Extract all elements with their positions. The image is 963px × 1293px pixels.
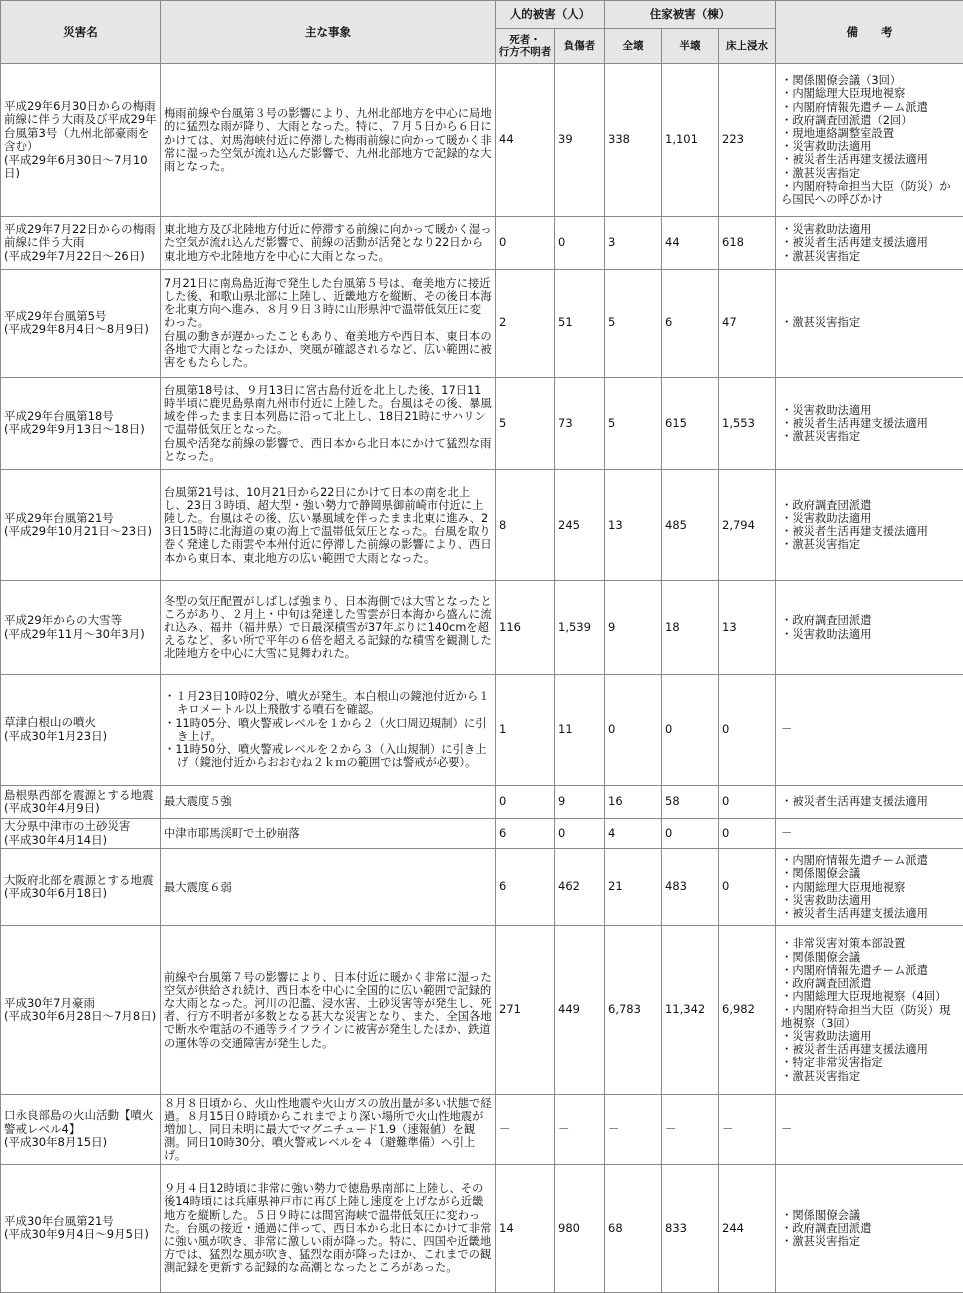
table-row — [1, 217, 963, 269]
remarks-item: ・ 災害救助法適用 — [781, 404, 960, 417]
table-row — [1, 925, 963, 1094]
remarks-item: ・ 災害救助法適用 — [781, 223, 960, 236]
remarks-item: ・ 災害救助法適用 — [781, 512, 960, 525]
remarks-item: ・ 災害救助法適用 — [781, 1030, 960, 1043]
half-destroyed-count: 0 — [662, 674, 719, 785]
event-description: ９月４日12時頃に非常に強い勢力で徳島県南部に上陸し、その後14時頃には兵庫県神戸市に再び上陸し速度を上げながら近畿地方を縦断した。５日９時には間宮海峡で温帯低気圧に変わった。台風の接近・通過に伴って、西日本から北日本にかけて非常に強い風が吹き、非常に激しい雨が降った。特に、四国や近畿地方では、猛烈な風が吹き、猛烈な雨が降ったほか、これまでの観測記録を更新する記録的な高潮となったところがあった。 — [161, 1164, 496, 1292]
remarks-item: ・ 災害救助法適用 — [781, 140, 960, 153]
remarks-cell — [776, 269, 963, 377]
dead-missing-count: 271 — [496, 925, 555, 1094]
remarks-item: ・ 政府調査団派遣 — [781, 614, 960, 627]
dead-missing-count: 0 — [496, 217, 555, 269]
flooded-count: － — [719, 1095, 776, 1165]
dead-missing-count: 14 — [496, 1164, 555, 1292]
header-name: 災害名 — [1, 1, 161, 64]
remarks-cell — [776, 1164, 963, 1292]
remarks-cell — [776, 217, 963, 269]
dead-missing-count: 6 — [496, 849, 555, 926]
injured-count: 449 — [555, 925, 605, 1094]
remarks-item: ・ 関係閣僚会議 — [781, 951, 960, 964]
destroyed-count: 0 — [605, 674, 662, 785]
event-description: 台風第18号は、９月13日に宮古島付近を北上した後、17日11時半頃に鹿児島県南九州市付近に上陸した。台風はその後、暴風域を伴ったまま日本列島に沿って北上し、18日21時にサハリンで温帯低気圧となった。 台風や活発な前線の影響で、西日本から北日本にかけて猛烈な雨となった。 — [161, 377, 496, 470]
remarks-item: ・ 内閣府特命担当大臣（防災）から国民への呼びかけ — [781, 180, 960, 206]
remarks-item: ・ 被災者生活再建支援法適用 — [781, 417, 960, 430]
half-destroyed-count: 615 — [662, 377, 719, 470]
remarks-cell — [776, 785, 963, 818]
remarks-cell — [776, 581, 963, 675]
disaster-name: 平成29年7月22日からの梅雨前線に伴う大雨 (平成29年7月22日～26日) — [1, 217, 161, 269]
destroyed-count: 9 — [605, 581, 662, 675]
dead-missing-count: 0 — [496, 785, 555, 818]
disaster-name: 草津白根山の噴火 (平成30年1月23日) — [1, 674, 161, 785]
remarks-item: ・ 政府調査団派遣 — [781, 1222, 960, 1235]
table-row — [1, 785, 963, 818]
table-row — [1, 819, 963, 849]
table-row — [1, 849, 963, 926]
remarks-item: ・ 激甚災害指定 — [781, 1235, 960, 1248]
header-flooded: 床上浸水 — [719, 29, 776, 64]
remarks-item: ・ 被災者生活再建支援法適用 — [781, 153, 960, 166]
disaster-name: 平成29年台風第21号 (平成29年10月21日～23日) — [1, 470, 161, 581]
dead-missing-count: 2 — [496, 269, 555, 377]
injured-count: 0 — [555, 819, 605, 849]
destroyed-count: 4 — [605, 819, 662, 849]
header-housing-damage: 住家被害（棟） — [605, 1, 776, 29]
event-bullet: ・ １月23日10時02分、噴火が発生。本白根山の鏡池付近から１キロメートル以上飛散する噴石を確認。 — [164, 690, 492, 716]
header-remarks: 備 考 — [776, 1, 963, 64]
remarks-item: ・ 非常災害対策本部設置 — [781, 937, 960, 950]
injured-count: 9 — [555, 785, 605, 818]
remarks-item: ・ 被災者生活再建支援法適用 — [781, 795, 960, 808]
header-dead-missing: 死者・ 行方不明者 — [496, 29, 555, 64]
remarks-item: ・ 内閣府情報先遣チーム派遣 — [781, 854, 960, 867]
injured-count: 245 — [555, 470, 605, 581]
remarks-item: ・ 激甚災害指定 — [781, 250, 960, 263]
remarks-cell — [776, 470, 963, 581]
half-destroyed-count: 11,342 — [662, 925, 719, 1094]
remarks-cell — [776, 377, 963, 470]
event-bullet: ・ 11時05分、噴火警戒レベルを１から２（火口周辺規制）に引き上げ。 — [164, 717, 492, 743]
remarks-item: ・ 政府調査団派遣 — [781, 977, 960, 990]
header-event: 主な事象 — [161, 1, 496, 64]
remarks-item: ・ 内閣総理大臣現地視察（4回） — [781, 990, 960, 1003]
table-row — [1, 1164, 963, 1292]
flooded-count: 13 — [719, 581, 776, 675]
event-description: ８月８日頃から、火山性地震や火山ガスの放出量が多い状態で経過。８月15日０時頃からこれまでより深い場所で火山性地震が増加し、同日未明に最大でマグニチュード1.9（速報値）を観測。同日10時30分、噴火警戒レベルを４（避難準備）へ引上げ。 — [161, 1095, 496, 1165]
dead-missing-count: 44 — [496, 64, 555, 217]
dead-missing-count: 5 — [496, 377, 555, 470]
event-description: 中津市耶馬渓町で土砂崩落 — [161, 819, 496, 849]
half-destroyed-count: 44 — [662, 217, 719, 269]
dead-missing-count: 1 — [496, 674, 555, 785]
event-description: 東北地方及び北陸地方付近に停滞する前線に向かって暖かく湿った空気が流れ込んだ影響で、前線の活動が活発となり22日から東北地方や北陸地方を中心に大雨となった。 — [161, 217, 496, 269]
injured-count: 0 — [555, 217, 605, 269]
remarks-item: ・ 内閣総理大臣現地視察 — [781, 87, 960, 100]
half-destroyed-count: 58 — [662, 785, 719, 818]
flooded-count: 0 — [719, 849, 776, 926]
table-row — [1, 1095, 963, 1165]
half-destroyed-count: 1,101 — [662, 64, 719, 217]
injured-count: 73 — [555, 377, 605, 470]
destroyed-count: 338 — [605, 64, 662, 217]
dead-missing-count: 116 — [496, 581, 555, 675]
remarks-item: ・ 激甚災害指定 — [781, 316, 960, 329]
destroyed-count: 16 — [605, 785, 662, 818]
half-destroyed-count: － — [662, 1095, 719, 1165]
remarks-item: ・ 関係閣僚会議 — [781, 1209, 960, 1222]
disaster-name: 大阪府北部を震源とする地震 (平成30年6月18日) — [1, 849, 161, 926]
disaster-name: 口永良部島の火山活動【噴火警戒レベル4】 (平成30年8月15日) — [1, 1095, 161, 1165]
remarks-item: ・ 激甚災害指定 — [781, 1070, 960, 1083]
remarks-item: ・ 激甚災害指定 — [781, 430, 960, 443]
flooded-count: 0 — [719, 785, 776, 818]
flooded-count: 0 — [719, 819, 776, 849]
remarks-item: ・ 被災者生活再建支援法適用 — [781, 525, 960, 538]
remarks-item: ・ 被災者生活再建支援法適用 — [781, 236, 960, 249]
flooded-count: 244 — [719, 1164, 776, 1292]
flooded-count: 6,982 — [719, 925, 776, 1094]
remarks-item: ・ 現地連絡調整室設置 — [781, 127, 960, 140]
remarks-item: ・ 関係閣僚会議 — [781, 867, 960, 880]
event-description: 7月21日に南鳥島近海で発生した台風第５号は、奄美地方に接近した後、和歌山県北部に上陸し、近畿地方を縦断、その後日本海を北東方向へ進み、８月９日３時に山形県沖で温帯低気圧に変わった。 台風の動きが遅かったこともあり、奄美地方や西日本、東日本の各地で大雨となったほか、突風が確認されるなど、広い範囲に被害をもたらした。 — [161, 269, 496, 377]
remarks-item: ・ 政府調査団派遣（2回） — [781, 114, 960, 127]
flooded-count: 0 — [719, 674, 776, 785]
event-bullet: ・ 11時50分、噴火警戒レベルを２から３（入山規制）に引き上げ（鏡池付近からおおむね２ｋｍの範囲では警戒が必要）。 — [164, 743, 492, 769]
destroyed-count: 3 — [605, 217, 662, 269]
flooded-count: 618 — [719, 217, 776, 269]
disaster-name: 平成29年からの大雪等 (平成29年11月～30年3月) — [1, 581, 161, 675]
event-description: 冬型の気圧配置がしばしば強まり、日本海側では大雪となったところがあり、２月上・中旬は発達した雪雲が日本海から盛んに流れ込み、福井（福井県）で日最深積雪が37年ぶりに140cmを超えるなど、多い所で平年の６倍を超える記録的な積雪を観測した北陸地方を中心に大雪に見舞われた。 — [161, 581, 496, 675]
remarks-item: ・ 内閣府情報先遣チーム派遣 — [781, 101, 960, 114]
event-description: 最大震度５強 — [161, 785, 496, 818]
event-description: 台風第21号は、10月21日から22日にかけて日本の南を北上し、23日３時頃、超大型・強い勢力で静岡県御前崎市付近に上陸した。台風はその後、広い暴風域を伴ったまま北東に進み、23日15時に北海道の東の海上で温帯低気圧となった。台風を取り巻く発達した雨雲や本州付近に停滞した前線の影響により、西日本から東日本、東北地方の広い範囲で大雨となった。 — [161, 470, 496, 581]
remarks-item: ・ 内閣総理大臣現地視察 — [781, 881, 960, 894]
table-row — [1, 64, 963, 217]
flooded-count: 223 — [719, 64, 776, 217]
disaster-name: 平成30年台風第21号 (平成30年9月4日～9月5日) — [1, 1164, 161, 1292]
event-description: 梅雨前線や台風第３号の影響により、九州北部地方を中心に局地的に猛烈な雨が降り、大雨となった。特に、７月５日から６日にかけては、対馬海峡付近に停滞した梅雨前線に向かって暖かく非常に湿った空気が流れ込んだ影響で、九州北部地方で記録的な大雨となった。 — [161, 64, 496, 217]
destroyed-count: 5 — [605, 377, 662, 470]
half-destroyed-count: 6 — [662, 269, 719, 377]
remarks-item: ・ 災害救助法適用 — [781, 894, 960, 907]
header-destroyed: 全壊 — [605, 29, 662, 64]
half-destroyed-count: 485 — [662, 470, 719, 581]
injured-count: － — [555, 1095, 605, 1165]
injured-count: 980 — [555, 1164, 605, 1292]
table-header — [1, 1, 963, 64]
event-description — [161, 674, 496, 785]
injured-count: 51 — [555, 269, 605, 377]
remarks-item: ・ 被災者生活再建支援法適用 — [781, 1043, 960, 1056]
remarks-item: ・ 関係閣僚会議（3回） — [781, 74, 960, 87]
destroyed-count: 21 — [605, 849, 662, 926]
table-row — [1, 269, 963, 377]
table-body — [1, 64, 963, 1293]
remarks-item: ・ 災害救助法適用 — [781, 628, 960, 641]
remarks-item: ・ 内閣府特命担当大臣（防災）現地視察（3回） — [781, 1004, 960, 1030]
disaster-name: 平成29年台風第18号 (平成29年9月13日～18日) — [1, 377, 161, 470]
remarks-item: ・ 激甚災害指定 — [781, 538, 960, 551]
flooded-count: 47 — [719, 269, 776, 377]
header-half-destroyed: 半壊 — [662, 29, 719, 64]
table-row — [1, 377, 963, 470]
remarks-cell — [776, 64, 963, 217]
table-row — [1, 470, 963, 581]
destroyed-count: 5 — [605, 269, 662, 377]
half-destroyed-count: 0 — [662, 819, 719, 849]
injured-count: 39 — [555, 64, 605, 217]
destroyed-count: 13 — [605, 470, 662, 581]
remarks-item: ・ 特定非常災害指定 — [781, 1056, 960, 1069]
half-destroyed-count: 483 — [662, 849, 719, 926]
remarks-cell — [776, 925, 963, 1094]
header-injured: 負傷者 — [555, 29, 605, 64]
dead-missing-count: 6 — [496, 819, 555, 849]
disaster-name: 大分県中津市の土砂災害 (平成30年4月14日) — [1, 819, 161, 849]
injured-count: 11 — [555, 674, 605, 785]
disaster-name: 平成29年6月30日からの梅雨前線に伴う大雨及び平成29年台風第3号（九州北部豪雨を含む） (平成29年6月30日～7月10日) — [1, 64, 161, 217]
remarks-item: ・ 政府調査団派遣 — [781, 499, 960, 512]
injured-count: 462 — [555, 849, 605, 926]
remarks-cell: － — [776, 1095, 963, 1165]
destroyed-count: 68 — [605, 1164, 662, 1292]
injured-count: 1,539 — [555, 581, 605, 675]
header-human-damage: 人的被害（人） — [496, 1, 605, 29]
table-row — [1, 674, 963, 785]
flooded-count: 2,794 — [719, 470, 776, 581]
dead-missing-count: － — [496, 1095, 555, 1165]
remarks-cell: － — [776, 674, 963, 785]
flooded-count: 1,553 — [719, 377, 776, 470]
disaster-name: 平成29年台風第5号 (平成29年8月4日～8月9日) — [1, 269, 161, 377]
half-destroyed-count: 833 — [662, 1164, 719, 1292]
disaster-name: 平成30年7月豪雨 (平成30年6月28日～7月8日) — [1, 925, 161, 1094]
destroyed-count: － — [605, 1095, 662, 1165]
table-row — [1, 581, 963, 675]
remarks-cell: － — [776, 819, 963, 849]
disaster-name: 島根県西部を震源とする地震 (平成30年4月9日) — [1, 785, 161, 818]
remarks-item: ・ 被災者生活再建支援法適用 — [781, 907, 960, 920]
dead-missing-count: 8 — [496, 470, 555, 581]
destroyed-count: 6,783 — [605, 925, 662, 1094]
event-description: 最大震度６弱 — [161, 849, 496, 926]
half-destroyed-count: 18 — [662, 581, 719, 675]
event-description: 前線や台風第７号の影響により、日本付近に暖かく非常に湿った空気が供給され続け、西日本を中心に全国的に広い範囲で記録的な大雨となった。河川の氾濫、浸水害、土砂災害等が発生し、死者、行方不明者が多数となる甚大な災害となり、また、全国各地で断水や電話の不通等ライフラインに被害が発生したほか、鉄道の運休等の交通障害が発生した。 — [161, 925, 496, 1094]
remarks-item: ・ 激甚災害指定 — [781, 167, 960, 180]
remarks-cell — [776, 849, 963, 926]
remarks-item: ・ 内閣府情報先遣チーム派遣 — [781, 964, 960, 977]
